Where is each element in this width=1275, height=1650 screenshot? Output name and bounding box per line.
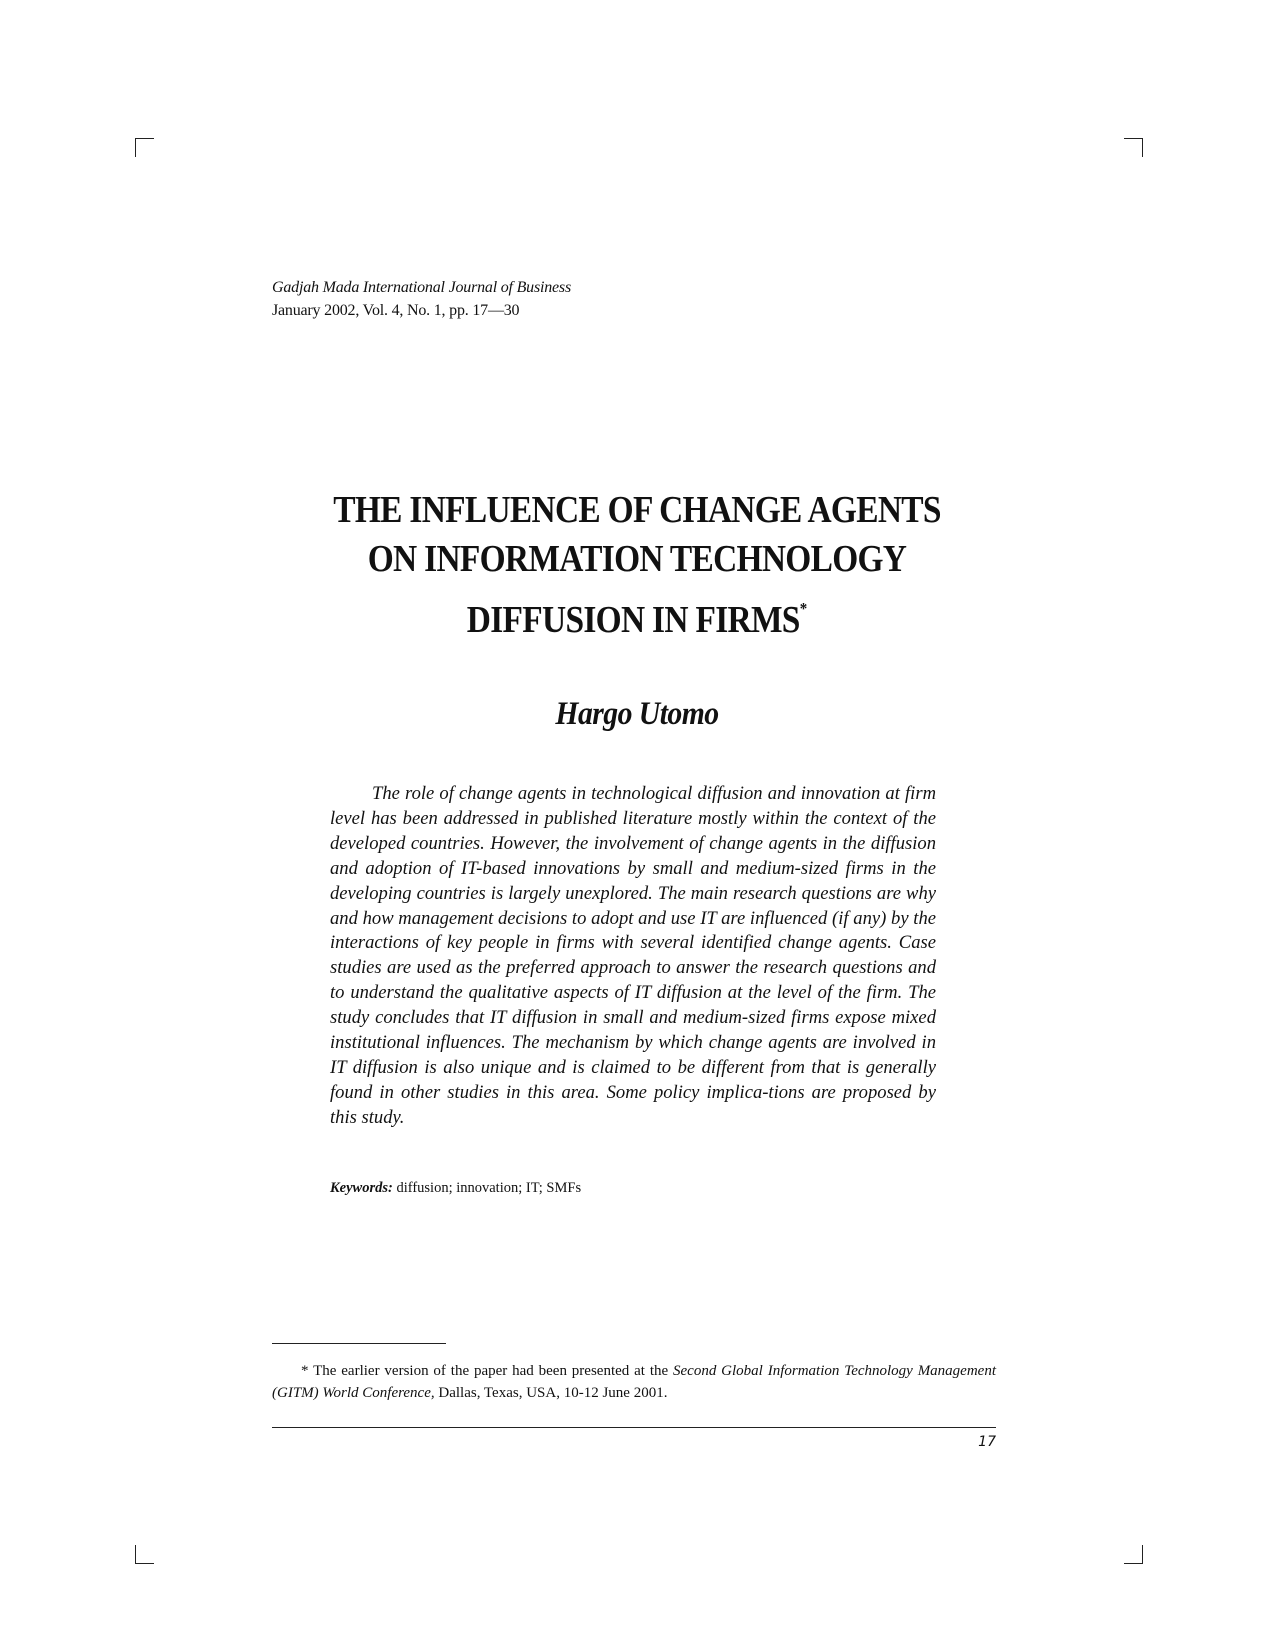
- title-line-1: THE INFLUENCE OF CHANGE AGENTS: [333, 489, 941, 531]
- title-line-3: [316, 584, 958, 645]
- title-line-2: ON INFORMATION TECHNOLOGY: [367, 538, 907, 580]
- keywords: [330, 1180, 581, 1197]
- abstract: The role of change agents in technological diffusion and innovation at firm level has been addressed in published literature mostly within the context of the developed countries. However, the involvement of change agents in the diffusion and adoption of IT-based innovations by small and medium-sized firms in the developing countries is largely unexplored. The main research questions are why and how management decisions to adopt and use IT are influenced (if any) by the interactions of key people in firms with several identified change agents. Case studies are used as the preferred approach to answer the research questions and to understand the qualitative aspects of IT diffusion at the level of the firm. The study concludes that IT diffusion in small and medium-sized firms expose mixed institutional influences. The mechanism by which change agents are involved in IT diffusion is also unique and is claimed to be different from that is generally found in other studies in this area. Some policy implica-tions are proposed by this study.: [330, 783, 936, 1128]
- footnote-conference: Second Global Information Technology Management (GITM) World Conference,: [272, 1363, 997, 1401]
- title-footnote-marker: *: [799, 599, 808, 618]
- page-number: 17: [978, 1434, 996, 1450]
- journal-header: [272, 276, 571, 322]
- crop-mark-top-left: [135, 138, 154, 157]
- journal-issue: January 2002, Vol. 4, No. 1, pp. 17—30: [272, 302, 520, 319]
- footnote-text-before: The earlier version of the paper had been presented at the: [313, 1363, 669, 1379]
- footnote-marker: *: [301, 1363, 309, 1379]
- title-line-3-text: DIFFUSION IN FIRMS: [466, 599, 800, 641]
- crop-mark-top-right: [1124, 138, 1143, 157]
- keywords-value: diffusion; innovation; IT; SMFs: [396, 1180, 582, 1196]
- journal-name: Gadjah Mada International Journal of Business: [272, 279, 571, 296]
- paper-title: [316, 486, 958, 645]
- footnote: [272, 1360, 996, 1404]
- keywords-label: Keywords:: [330, 1180, 393, 1196]
- crop-mark-bottom-right: [1124, 1545, 1143, 1564]
- crop-mark-bottom-left: [135, 1545, 154, 1564]
- page-bottom-rule: [272, 1427, 996, 1428]
- author-name: Hargo Utomo: [555, 696, 719, 732]
- footnote-divider: [272, 1343, 446, 1344]
- footnote-text-after: Dallas, Texas, USA, 10-12 June 2001.: [438, 1385, 668, 1401]
